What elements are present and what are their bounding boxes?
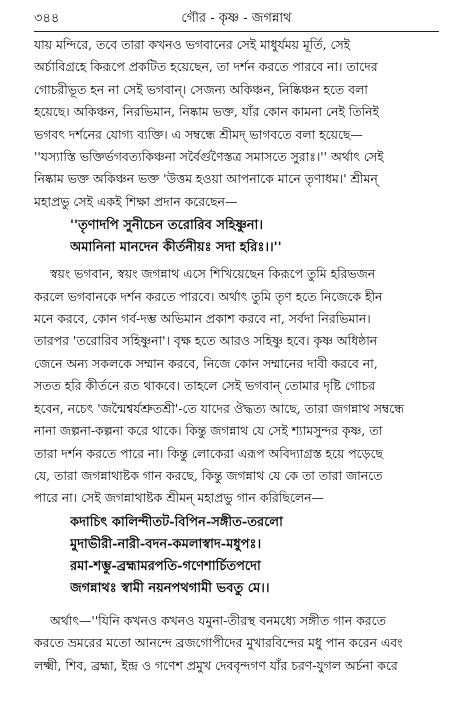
verse-line: অমানিনা মানদেন কীর্তনীয়ঃ সদা হরিঃ।।'' — [70, 240, 282, 256]
text-line: পারে না। সেই জগন্নাথাষ্টক শ্রীমন্ মহাপ্রভু গান করিছিলেন— — [34, 490, 324, 506]
paragraph-1 — [34, 34, 439, 213]
text-line: অর্থাৎ—''যিনি কখনও কখনও যমুনা-তীরস্থ বনমধ্যে সঙ্গীত গান করতে — [50, 612, 386, 628]
text-line: মনে করবে, কোন গর্ব-দম্ভ অভিমান প্রকাশ করবে না, সর্বদা নিরভিমান। — [34, 311, 371, 327]
page-number: ৩৪৪ — [34, 11, 60, 26]
text-line: তারা দর্শন করতে পারে না। কিন্তু লোকেরা এরূপ অবিদ্যাগ্রস্ত হয়ে পড়েছে — [34, 445, 383, 461]
paragraph-2 — [34, 263, 439, 509]
verse-2 — [34, 512, 439, 600]
verse-line: মুদাভীরী-নারী-বদন-কমলাস্বাদ-মধুপঃ। — [70, 536, 262, 552]
verse-line: জগন্নাথঃ স্বামী নয়নপথগামী ভবতু মে।। — [70, 580, 270, 596]
header-rule — [34, 31, 439, 32]
text-line: গোচরীভূত হন না সেই ভগবান্‌। সেজন্য অকিঞ্চন, নিষ্কিঞ্চন হতে বলা — [34, 81, 368, 97]
text-line: সতত হরি কীর্তনে রত থাকবে। তাহলে সেই ভগবান্‌ তোমার দৃষ্টি গোচর — [34, 378, 376, 394]
running-title: গৌর - কৃষ্ণ - জগন্নাথ — [181, 11, 292, 26]
verse-1 — [34, 215, 439, 259]
page-header — [34, 0, 439, 34]
text-line: যায় মন্দিরে, তবে তারা কখনও ভগবানের সেই মাধুর্যময় মূর্তি, সেই — [34, 37, 351, 52]
text-line: তারপর 'তরোরিব সহিষ্ণুনা'। বৃক্ষ হতে আরও সহিষ্ণু হবে। কৃষ্ণ অধিষ্ঠান — [34, 333, 378, 349]
text-line: ভগবৎ দর্শনের যোগ্য ব্যক্তি। এ সম্বন্ধে শ্রীমদ্ ভাগবতে বলা হয়েছে— — [34, 126, 363, 142]
text-line: হয়েছে। অকিঞ্চন, নিরভিমান, নিষ্কাম ভক্ত, যাঁর কোন কামনা নেই তিনিই — [34, 104, 379, 120]
text-line: জেনে অন্য সকলকে সম্মান করবে, নিজে কোন সম্মানের দাবী করবে না, — [34, 355, 378, 371]
text-line: নানা জল্পনা-কল্পনা করে থাকে। কিন্তু জগন্নাথ যে সেই শ্যামসুন্দর কৃষ্ণ, তা — [34, 423, 383, 439]
text-line: অর্চাবিগ্রহে কিরূপে প্রকটিত হয়েছেন, তা দর্শন করতে পারবে না। তাদের — [34, 59, 378, 75]
paragraph-3 — [34, 610, 439, 677]
text-line: হবেন, নচেৎ 'জন্মৈশ্বর্যশ্রুতশ্রী'-তে যাদের ঔদ্ধত্য আছে, তারা জগন্নাথ সম্বন্ধে — [34, 400, 404, 416]
text-line: নিষ্কাম ভক্ত অকিঞ্চন ভক্ত 'উত্তম হওয়া আপনাকে মানে তৃণাধম।' শ্রীমন্ — [34, 171, 378, 187]
text-line: মহাপ্রভু সেই একই শিক্ষা প্রদান করেছেন— — [34, 193, 238, 209]
text-line: যে, তারা জগন্নাথাষ্টক গান করছে, কিন্তু জগন্নাথ যে কে তা তারা জানতে — [34, 467, 383, 483]
verse-line: রমা-শম্ভু-ব্রহ্মামরপতি-গণেশার্চিতপদো — [70, 558, 261, 574]
verse-line: কদাচিৎ কালিন্দীতট-বিপিন-সঙ্গীত-তরলো — [70, 514, 283, 530]
text-line: করলে ভগবানকে দর্শন করতে পারবে। অর্থাৎ তুমি তৃণ হতে নিজেকে হীন — [34, 288, 383, 304]
text-line: স্বয়ং ভগবান, স্বয়ং জগন্নাথ এসে শিখিয়েছেন কিরূপে তুমি হরিভজন — [50, 266, 376, 282]
text-line: ''যস্যাস্তি ভক্তির্ভগবত্যকিঞ্চনা সর্বৈর্গুণৈস্তত্র সমাসতে সুরাঃ।'' অর্থাৎ সেই — [34, 149, 384, 165]
verse-line: ''তৃণাদপি সুনীচেন তরোরিব সহিষ্ণুনা। — [70, 218, 263, 234]
body-text — [34, 34, 439, 677]
text-line: করতে ভ্রমরের মতো আনন্দে ব্রজগোপীদের মুখারবিন্দের মধু পান করেন এবং — [34, 635, 403, 651]
text-line: লক্ষ্মী, শিব, ব্রহ্মা, ইন্দ্র ও গণেশ প্রমুখ দেববৃন্দগণ যাঁর চরণ-যুগল অর্চনা করে — [34, 657, 398, 673]
